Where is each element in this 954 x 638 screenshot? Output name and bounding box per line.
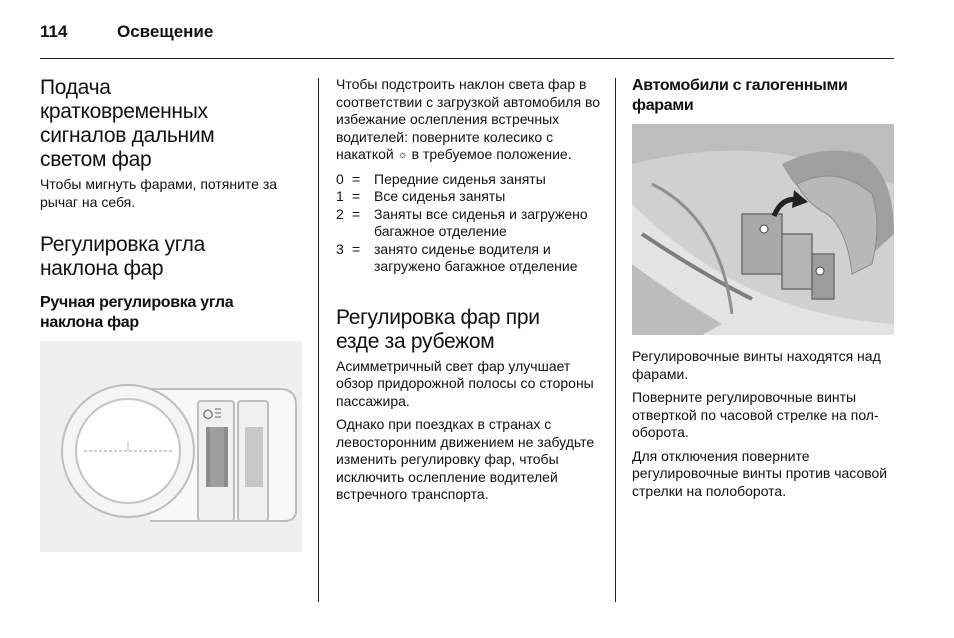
list-item: 1 = Все сиденья заняты [336,188,506,204]
heading-halogen: Автомобили с галогенными фарами [632,77,848,114]
column-divider-2 [615,78,616,602]
paragraph-turn-clockwise: Поверните регулировочные винты отверткой по часовой стрелке на полоборота. [632,389,879,440]
engine-bay-photo [632,124,894,335]
header-rule [40,58,894,59]
paragraph-screws-location: Регулировочные винты находятся над фарами. [632,348,881,382]
column-divider-1 [318,78,319,602]
headlight-range-icon: ☼ [397,149,408,161]
heading-abroad: Регулировка фар при езде за рубежом [336,305,540,353]
column-middle [336,76,600,504]
light-switch-illustration [40,341,302,552]
position-list [336,171,600,276]
paragraph-flash: Чтобы мигнуть фарами, потяните за рычаг на себя. [40,176,278,210]
paragraph-turn-counterclockwise: Для отключения поверните регулировочные винты против часовой стрелки на полоборота. [632,447,888,499]
list-item: 3 = занято сиденье водителя и загружено багажное отделение [336,240,578,274]
list-item: 0 = Передние сиденья заняты [336,170,546,187]
page-number: 114 [40,22,68,41]
heading-flash: Подача кратковременных сигналов дальним светом фар [40,76,215,171]
paragraph-intro: Чтобы подстроить наклон света фар в соответствии с загрузкой автомобиля во избежание ослепления встречных водителей: поверните колесико с накаткой ☼ в требуемое положение. [336,76,600,165]
paragraph-abroad-1: Асимметричный свет фар улучшает обзор придорожной полосы со стороны пассажира. [336,357,594,409]
column-left [40,76,302,552]
heading-range: Регулировка угла наклона фар [40,233,205,280]
heading-manual: Ручная регулировка угла наклона фар [40,294,234,331]
paragraph-abroad-2: Однако при поездках в странах с левосторонним движением не забудьте изменить регулировку фар, чтобы исключить ослепление водителей встречного транспорта. [336,416,595,502]
section-title: Освещение [117,22,214,41]
list-item: 2 = Заняты все сиденья и загружено багажное отделение [336,205,588,239]
column-right [632,76,896,500]
